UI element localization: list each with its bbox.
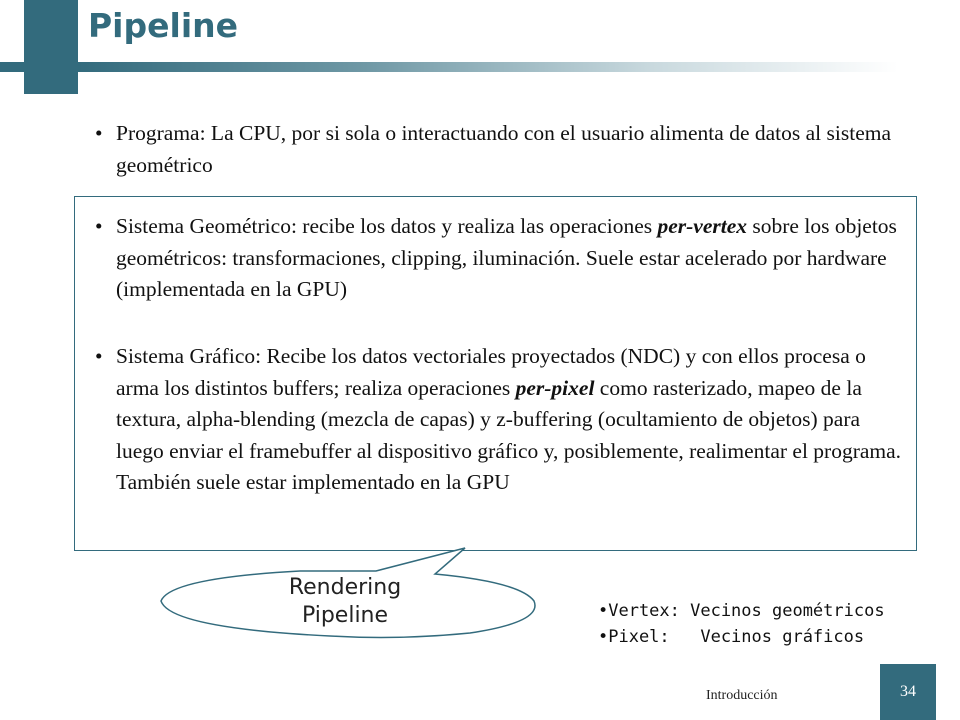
callout-line1: Rendering xyxy=(288,575,402,600)
note-pixel: •Pixel: Vecinos gráficos xyxy=(598,627,865,647)
bullet-grafico xyxy=(95,341,910,499)
bullet-dot: • xyxy=(95,214,103,238)
footer-section: Introducción xyxy=(706,688,778,703)
callout-label xyxy=(250,574,440,630)
page-number: 34 xyxy=(880,664,936,720)
geometrico-emphasis: per-vertex xyxy=(657,214,748,238)
geometrico-post: sobre los objetos geométricos: transformaciones, clipping, iluminación. Suele estar acelerado por hardware (implementada en la GPU) xyxy=(116,214,897,301)
bullet-programa-text: Programa: La CPU, por si sola o interactuando con el usuario alimenta de datos al sistema geométrico xyxy=(116,121,891,177)
grafico-post: como rasterizado, mapeo de la textura, alpha-blending (mezcla de capas) y z-buffering (ocultamiento de objetos) para luego enviar el framebuffer al dispositivo gráfico y, posiblemente, realimentar el programa. También suele estar implementado en la GPU xyxy=(116,375,902,494)
notes-list xyxy=(598,598,885,650)
bullet-dot: • xyxy=(95,344,103,368)
slide-title: Pipeline xyxy=(88,6,238,45)
callout-line2: Pipeline xyxy=(301,603,389,628)
grafico-emphasis: per-pixel xyxy=(515,375,595,400)
geometrico-pre: Sistema Geométrico: recibe los datos y realiza las operaciones xyxy=(116,214,658,238)
note-vertex: •Vertex: Vecinos geométricos xyxy=(598,601,885,621)
grafico-pre: Sistema Gráfico: Recibe los datos vectoriales proyectados (NDC) y con ellos procesa o arma los distintos buffers; realiza operaciones xyxy=(116,344,866,400)
bullet-geometrico xyxy=(95,211,910,306)
bullet-grafico-text xyxy=(116,341,910,499)
bullet-dot: • xyxy=(95,121,103,145)
bullet-geometrico-text xyxy=(116,211,910,306)
